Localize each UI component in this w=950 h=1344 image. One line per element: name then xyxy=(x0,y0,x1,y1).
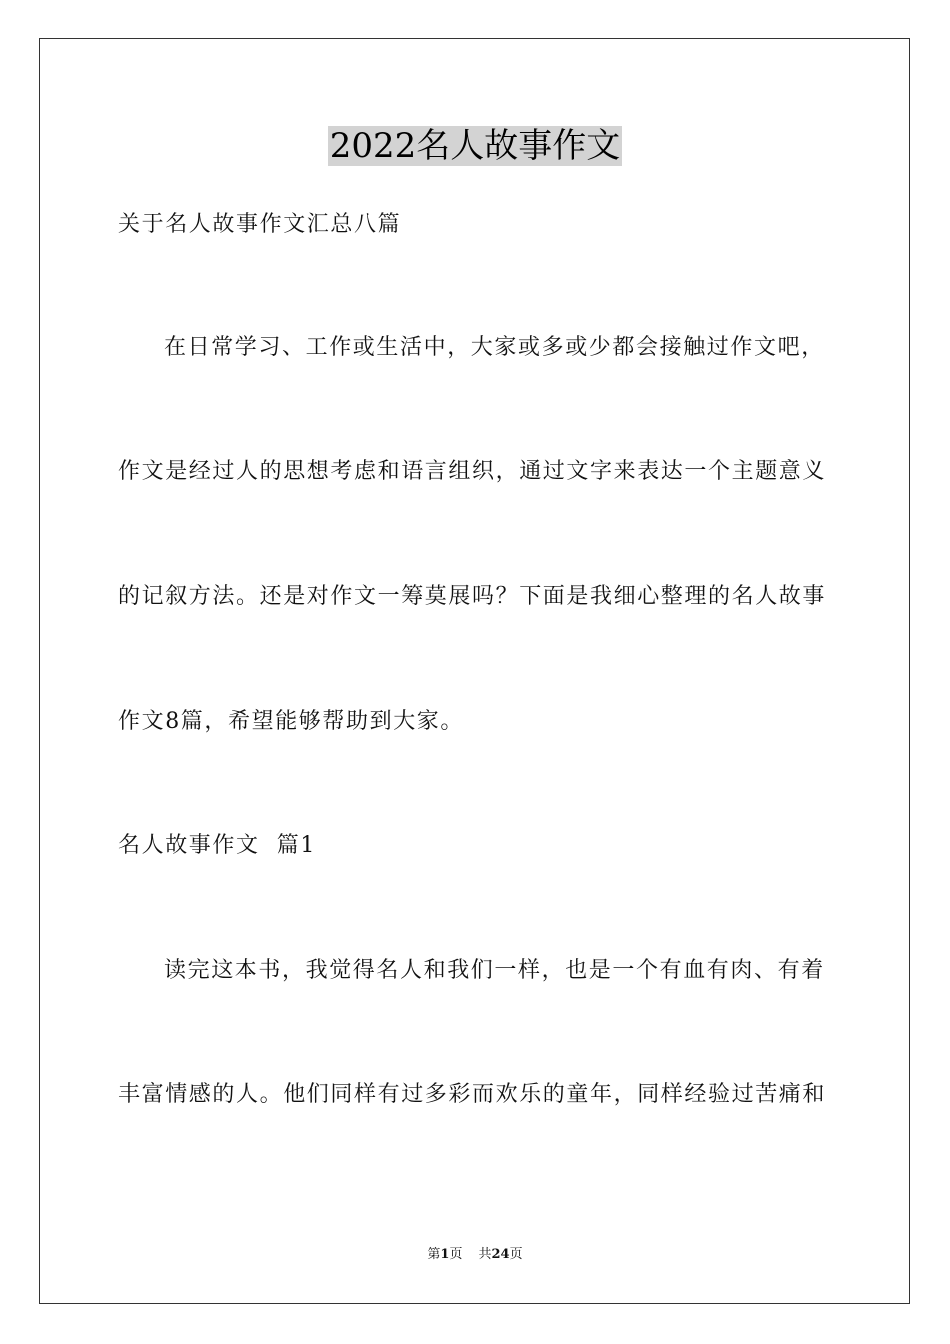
total-pages: 24 xyxy=(491,1247,510,1262)
page-suffix: 页 xyxy=(449,1247,463,1262)
title-container xyxy=(0,126,950,166)
paragraph-1-line-2: 作文是经过人的思想考虑和语言组织，通过文字来表达一个主题意义 xyxy=(118,459,827,484)
page-footer xyxy=(0,1246,950,1264)
document-subtitle: 关于名人故事作文汇总八篇 xyxy=(118,212,402,237)
total-prefix: 共 xyxy=(478,1247,492,1262)
document-title: 2022名人故事作文 xyxy=(329,126,621,166)
paragraph-2-line-2: 丰富情感的人。他们同样有过多彩而欢乐的童年，同样经验过苦痛和 xyxy=(118,1082,827,1107)
page-number: 1 xyxy=(440,1247,450,1262)
paragraph-2-line-1: 读完这本书，我觉得名人和我们一样，也是一个有血有肉、有着 xyxy=(164,958,825,983)
section-1-heading: 名人故事作文 篇1 xyxy=(118,833,316,858)
page-prefix: 第 xyxy=(427,1247,441,1262)
paragraph-1-line-4: 作文8篇，希望能够帮助到大家。 xyxy=(118,709,464,734)
total-suffix: 页 xyxy=(509,1247,523,1262)
paragraph-1-line-1: 在日常学习、工作或生活中，大家或多或少都会接触过作文吧， xyxy=(164,335,825,360)
paragraph-1-line-3: 的记叙方法。还是对作文一筹莫展吗？下面是我细心整理的名人故事 xyxy=(118,584,827,609)
